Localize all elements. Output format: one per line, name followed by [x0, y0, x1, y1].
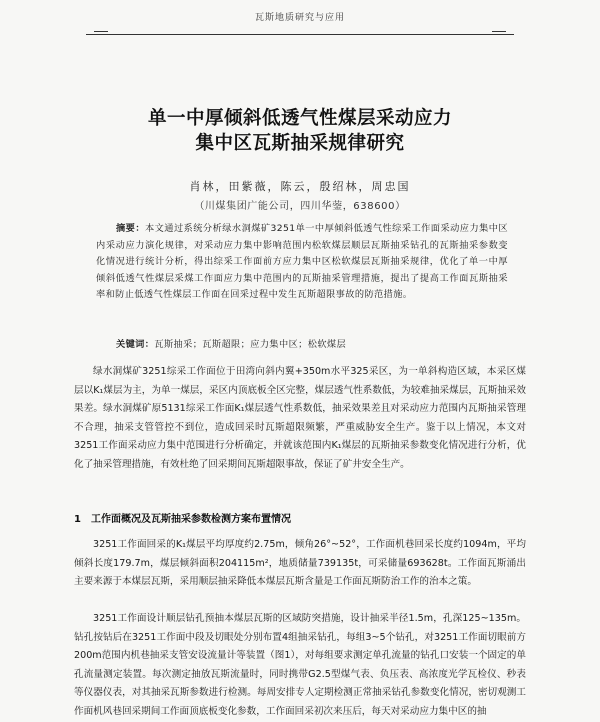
section-number: 1: [74, 514, 81, 525]
author-list: 肖林，田紫薇，陈云，殷绍林，周忠国: [189, 180, 411, 193]
section-paragraph-1: 3251工作面回采的K₁煤层平均厚度约2.75m，倾角26°~52°，工作面机巷回采长度约1094m，平均倾斜长度179.7m，煤层倾斜面积204115m²，地质储量739135t，可采储量693628t。工作面瓦斯涌出主要来源于本煤层瓦斯，采用顺层抽采降低本煤层瓦斯含量是工作面瓦斯防治工作的治本之策。: [74, 539, 526, 588]
keywords-label: 关键词：: [116, 339, 155, 350]
intro-paragraph: 绿水洞煤矿3251综采工作面位于田湾向斜内翼+350m水平325采区，为一单斜构造区域，本采区煤层以K₁煤层为主，为单一煤层，采区内顶底板全区完整，煤层透气性系数低，为较难抽采煤层，瓦斯抽采效果差。绿水洞煤矿原5131综采工作面K₁煤层透气性系数低，抽采效果差且对采动应力范围内瓦斯抽采管理不合理，抽采支管管控不到位，造成回采时瓦斯超限频繁，严重威胁安全生产。鉴于以上情况，本文对3251工作面采动应力集中范围进行分析确定，并就该范围内K₁煤层的瓦斯抽采参数变化情况进行分析，优化了抽采管理措施，有效杜绝了回采期间瓦斯超限事故，保证了矿井安全生产。: [74, 366, 526, 470]
keywords-text: 瓦斯抽采；瓦斯超限；应力集中区；松软煤层: [154, 339, 347, 350]
running-header: 瓦斯地质研究与应用: [254, 13, 345, 23]
paper-title-line-1: 单一中厚倾斜低透气性煤层采动应力: [147, 108, 452, 129]
abstract-text: 本文通过系统分析绿水洞煤矿3251单一中厚倾斜低透气性综采工作面采动应力集中区内采动应力演化规律，对采动应力集中影响范围内松软煤层顺层瓦斯抽采钻孔的瓦斯抽采参数变化情况进行统计分析，得出综采工作面前方应力集中区松软煤层瓦斯抽采规律，优化了单一中厚倾斜低透气性煤层采煤工作面应力集中范围内的瓦斯抽采管理措施，提出了提高工作面瓦斯抽采率和防止低透气性煤层工作面在回采过程中发生瓦斯超限事故的防范措施。: [96, 223, 509, 301]
keywords: [116, 336, 516, 350]
header-rule-left-mark: [94, 31, 108, 32]
paper-title-line-2: 集中区瓦斯抽采规律研究: [195, 133, 405, 154]
header-rule-right-mark: [492, 31, 506, 32]
abstract-label: 摘要：: [116, 223, 145, 234]
section-paragraph-2: 3251工作面设计顺层钻孔预抽本煤层瓦斯的区域防突措施，设计抽采半径1.5m，孔深125~135m。钻孔按钻后在3251工作面中段及切眼处分别布置4组抽采钻孔，每组3~5个钻孔，对3251工作面切眼前方200m范围内机巷抽采支管安设流量计等装置（图1），对每组要求测定单孔流量的钻孔口安装一个固定的单孔流量测定装置。每次测定抽放瓦斯流量时，同时携带G2.5型煤气表、负压表、高浓度光学瓦检仪、秒表等仪器仪表，对其抽采瓦斯参数进行检测。每周安排专人定期检测正常抽采钻孔参数变化情况，密切观测工作面机风巷回采期间工作面顶底板变化参数，工作面回采初次来压后，每天对采动应力集中区的抽: [74, 613, 526, 717]
section-title: 工作面概况及瓦斯抽采参数检测方案布置情况: [90, 514, 291, 525]
author-affiliation: （川煤集团广能公司，四川华蓥，638600）: [194, 201, 406, 212]
abstract: [96, 221, 508, 304]
header-rule: [86, 34, 514, 35]
section-heading: [74, 510, 291, 525]
